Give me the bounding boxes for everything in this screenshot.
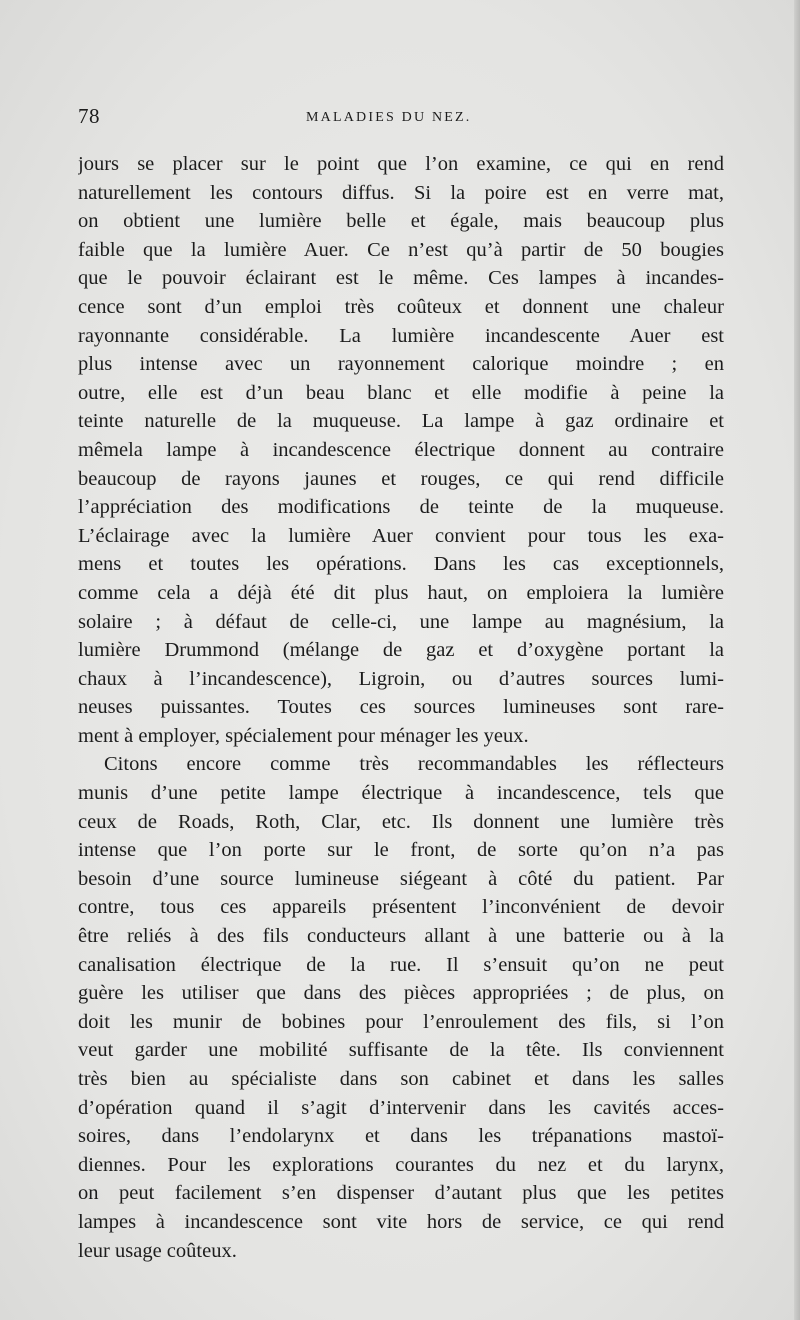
text-line: mens et toutes les opérations. Dans les cas exceptionnels, xyxy=(78,553,724,576)
text-line: canalisation électrique de la rue. Il s’ensuit qu’on ne peut xyxy=(78,953,724,976)
text-line: guère les utiliser que dans des pièces appropriées ; de plus, on xyxy=(78,982,724,1005)
text-line: cence sont d’un emploi très coûteux et donnent une chaleur xyxy=(78,295,724,318)
text-line: chaux à l’incandescence), Ligroin, ou d’autres sources lumi- xyxy=(78,667,724,690)
text-line: outre, elle est d’un beau blanc et elle modifie à peine la xyxy=(78,381,724,404)
text-line: que le pouvoir éclairant est le même. Ces lampes à incandes- xyxy=(78,267,724,290)
text-line: neuses puissantes. Toutes ces sources lumineuses sont rare- xyxy=(78,696,724,719)
text-line: être reliés à des fils conducteurs allant à une batterie ou à la xyxy=(78,925,724,948)
running-head: MALADIES DU NEZ. xyxy=(306,110,472,125)
paragraph-first-line: Citons encore comme très recommandables les réflecteurs xyxy=(104,753,724,776)
text-line: comme cela a déjà été dit plus haut, on emploiera la lumière xyxy=(78,581,724,604)
text-line: soires, dans l’endolarynx et dans les trépanations mastoï- xyxy=(78,1125,724,1148)
text-line: jours se placer sur le point que l’on examine, ce qui en rend xyxy=(78,153,724,175)
text-line: besoin d’une source lumineuse siégeant à côté du patient. Par xyxy=(78,867,724,890)
text-line: d’opération quand il s’agit d’intervenir dans les cavités acces- xyxy=(78,1096,724,1119)
text-line: munis d’une petite lampe électrique à incandescence, tels que xyxy=(78,782,724,805)
text-line: l’appréciation des modifications de teinte de la muqueuse. xyxy=(78,496,724,519)
text-line: diennes. Pour les explorations courantes du nez et du larynx, xyxy=(78,1153,724,1176)
body-text xyxy=(78,150,724,1265)
text-line: mêmela lampe à incandescence électrique donnent au contraire xyxy=(78,438,724,461)
text-line: lampes à incandescence sont vite hors de service, ce qui rend xyxy=(78,1210,724,1233)
text-line: lumière Drummond (mélange de gaz et d’oxygène portant la xyxy=(78,639,724,662)
paragraph-last-line: leur usage coûteux. xyxy=(78,1239,237,1262)
page-header xyxy=(78,104,724,134)
text-line: beaucoup de rayons jaunes et rouges, ce qui rend difficile xyxy=(78,467,724,490)
text-line: intense que l’on porte sur le front, de sorte qu’on n’a pas xyxy=(78,839,724,862)
paragraph-last-line: ment à employer, spécialement pour ménager les yeux. xyxy=(78,724,529,747)
text-line: rayonnante considérable. La lumière incandescente Auer est xyxy=(78,324,724,347)
page-edge-shadow xyxy=(794,0,800,1320)
text-line: L’éclairage avec la lumière Auer convient pour tous les exa- xyxy=(78,524,724,547)
text-line: on peut facilement s’en dispenser d’autant plus que les petites xyxy=(78,1182,724,1205)
text-line: teinte naturelle de la muqueuse. La lampe à gaz ordinaire et xyxy=(78,410,724,433)
text-line: solaire ; à défaut de celle-ci, une lampe au magnésium, la xyxy=(78,610,724,633)
text-line: plus intense avec un rayonnement calorique moindre ; en xyxy=(78,353,724,376)
text-line: ceux de Roads, Roth, Clar, etc. Ils donnent une lumière très xyxy=(78,810,724,833)
text-line: contre, tous ces appareils présentent l’inconvénient de devoir xyxy=(78,896,724,919)
text-line: faible que la lumière Auer. Ce n’est qu’à partir de 50 bougies xyxy=(78,238,724,261)
text-line: très bien au spécialiste dans son cabinet et dans les salles xyxy=(78,1068,724,1090)
text-line: on obtient une lumière belle et égale, mais beaucoup plus xyxy=(78,210,724,233)
text-line: veut garder une mobilité suffisante de la tête. Ils conviennent xyxy=(78,1039,724,1062)
text-line: doit les munir de bobines pour l’enroulement des fils, si l’on xyxy=(78,1010,724,1033)
text-line: naturellement les contours diffus. Si la poire est en verre mat, xyxy=(78,181,724,204)
page-number: 78 xyxy=(78,104,100,128)
